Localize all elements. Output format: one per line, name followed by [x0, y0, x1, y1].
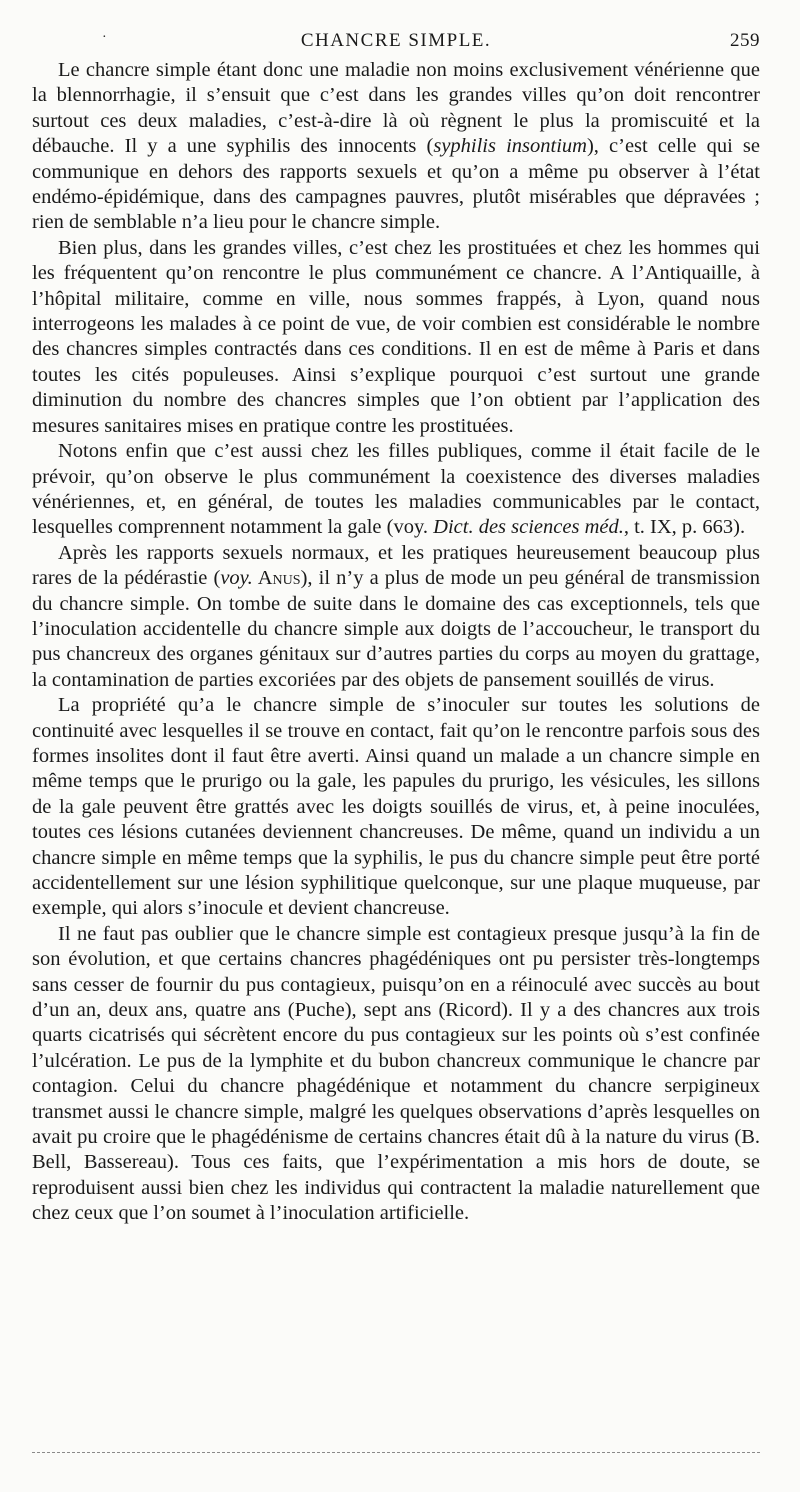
paragraph-text: Bien plus, dans les grandes villes, c’est chez les prostituées et chez les hommes qui les fréquentent qu’on rencontre le plus communément ce chancre. A l’Antiquaille, à l’hôpital militaire, comme en ville, nous sommes frappés, à Lyon, quand nous interrogeons les malades à ce point de vue, de voir combien est considérable le nombre des chancres simples contractés dans ces conditions. Il en est de même à Paris et dans toutes les cités populeuses. Ainsi s’explique pourquoi c’est surtout une grande diminution du nombre des chancres simples que l’on obtient par l’application des mesures sanitaires mises en pratique contre les prostituées. — [32, 236, 760, 437]
paragraph-text: Après les rapports sexuels normaux, et les pratiques heureusement beaucoup plus rares de la pédérastie ( — [32, 541, 760, 590]
header-dot: · — [102, 30, 109, 45]
bottom-rule — [32, 1452, 760, 1453]
paragraph — [32, 439, 760, 541]
paragraph-text: Le chancre simple étant donc une maladie non moins exclusivement vénérienne que la blennorrhagie, il s’ensuit que c’est dans les grandes villes qu’on doit rencontrer surtout ces deux maladies, c’est-à-dire là où règnent le plus la promiscuité et la débauche. Il y a une syphilis des innocents ( — [32, 59, 760, 158]
running-head — [32, 28, 760, 54]
paragraph-text-after: ), il n’y a plus de mode un peu général de transmission du chancre simple. On tombe de suite dans le domaine des cas exceptionnels, tels que l’inoculation accidentelle du chancre simple aux doigts de l’accoucheur, le transport du pus chancreux des organes génitaux sur d’autres parties du corps au moyen du grattage, la contamination de parties excoriées par des objets de pansement souillés de virus. — [32, 567, 761, 691]
paragraph — [32, 236, 760, 439]
paragraph — [32, 541, 760, 693]
paragraph-text: La propriété qu’a le chancre simple de s’inoculer sur toutes les solutions de continuité avec lesquelles il se trouve en contact, fait qu’on le rencontre parfois sous des formes insolites dont il faut être averti. Ainsi quand un malade a un chancre simple en même temps que le prurigo ou la gale, les papules du prurigo, les vésicules, les sillons de la gale peuvent être grattés avec les doigts souillés de virus, et, à peine inoculées, toutes ces lésions cutanées deviennent chancreuses. De même, quand un individu a un chancre simple en même temps que la syphilis, le pus du chancre simple peut être porté accidentellement sur une lésion syphilitique quelconque, sur une plaque muqueuse, par exemple, qui alors s’inocule et devient chancreuse. — [32, 694, 760, 920]
paragraph — [32, 693, 760, 922]
paragraph-italic: Dict. des sciences méd. — [433, 516, 624, 539]
paragraph-italic: voy. — [220, 567, 253, 590]
paragraph-text-after: , t. IX, p. 663). — [623, 516, 746, 539]
paragraph-italic: syphilis insontium — [433, 135, 587, 158]
paragraph-text: Il ne faut pas oublier que le chancre simple est contagieux presque jusqu’à la fin de son évolution, et que certains chancres phagédéniques ont pu persister très-longtemps sans cesser de fournir du pus contagieux, puisqu’on en a réinoculé avec succès au bout d’un an, deux ans, quatre ans (Puche), sept ans (Ricord). Il y a des chancres aux trois quarts cicatrisés qui sécrètent encore du pus contagieux sur les points où s’est confinée l’ulcération. Le pus de la lymphite et du bubon chancreux communique le chancre par contagion. Celui du chancre phagédénique et notamment du chancre serpigineux transmet aussi le chancre simple, malgré les quelques observations d’après lesquelles on avait pu croire que le phagédénisme de certains chancres était dû à la nature du virus (B. Bell, Bassereau). Tous ces faits, que l’expérimentation a mis hors de doute, se reproduisent aussi bien chez les individus qui contractent la maladie naturellement que chez ceux que l’on soumet à l’inoculation artificielle. — [32, 922, 760, 1225]
paragraph-text: Notons enfin que c’est aussi chez les filles publiques, comme il était facile de le prévoir, qu’on observe le plus communément la coexistence des diverses maladies vénériennes, et, en général, de toutes les maladies communicables par le contact, lesquelles comprennent notamment la gale (voy. — [32, 440, 760, 539]
page — [32, 28, 760, 1227]
body-text — [32, 58, 760, 1227]
paragraph-smallcaps: Anus — [252, 567, 301, 590]
paragraph-text-after: ), c’est celle qui se communique en dehors des rapports sexuels et qu’on a même pu observer à l’état endémo-épidémique, dans des campagnes pauvres, plutôt misérables que dépravées ; rien de semblable n’a lieu pour le chancre simple. — [32, 135, 760, 234]
page-number: 259 — [730, 30, 760, 51]
paragraph — [32, 58, 760, 236]
page-title: CHANCRE SIMPLE. — [300, 30, 492, 51]
paragraph — [32, 922, 760, 1227]
